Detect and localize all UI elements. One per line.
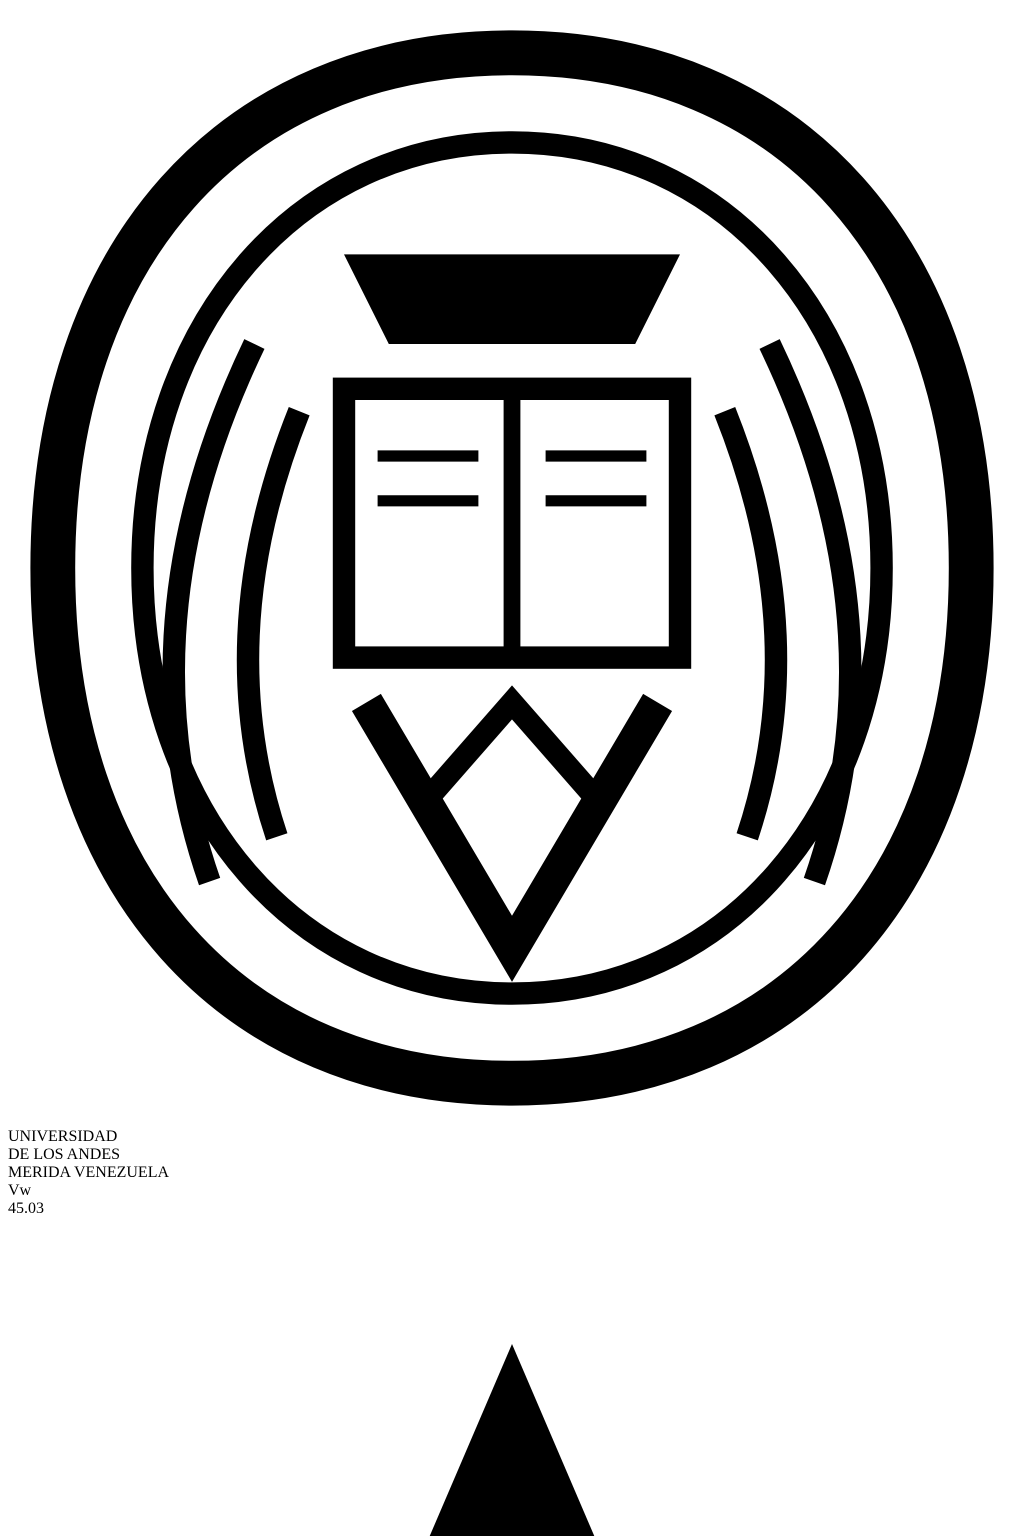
university-seal: [8, 8, 1016, 1128]
logo-line-2: DE LOS ANDES: [8, 1146, 121, 1163]
arrow-up-icon: [8, 1218, 1016, 1536]
row-label-vw: Vw: [8, 1182, 32, 1199]
logo-line-3: MERIDA VENEZUELA: [8, 1164, 170, 1181]
logo-line-1: UNIVERSIDAD: [8, 1128, 118, 1145]
shear-table-box: [8, 1182, 1016, 1536]
university-logo: [8, 8, 1016, 1182]
table-value: 45.03: [8, 1200, 44, 1217]
slide: [8, 8, 1016, 1536]
